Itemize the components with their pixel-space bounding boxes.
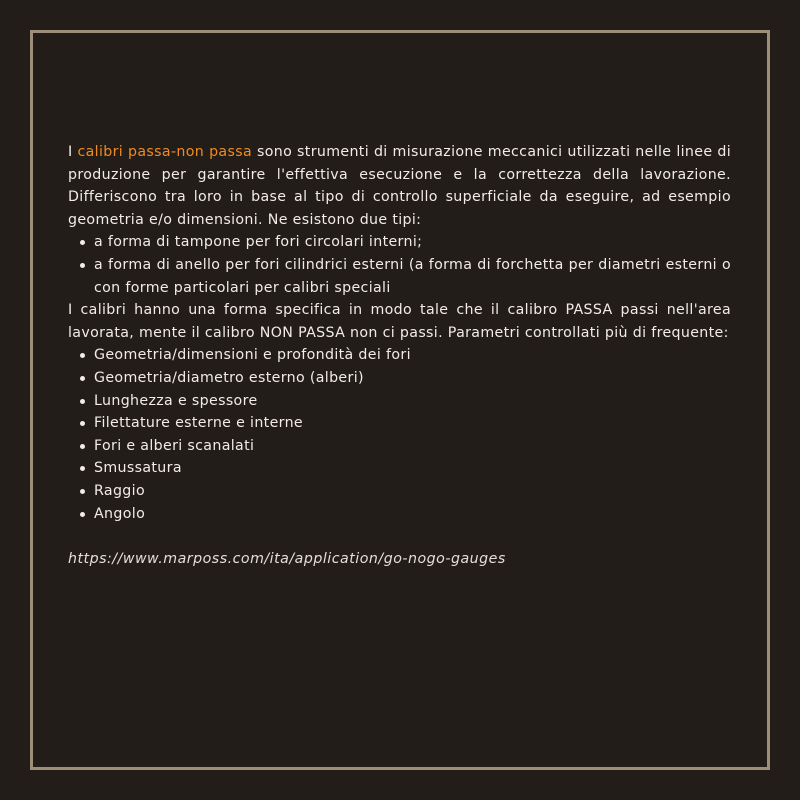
text-content (68, 141, 731, 570)
source-url: https://www.marposs.com/ita/application/go-nogo-gauges (68, 550, 506, 567)
list-item: Filettature esterne e interne (68, 412, 731, 435)
list-item: Raggio (68, 480, 731, 503)
list-item: a forma di tampone per fori circolari interni; (68, 231, 731, 254)
list-item: Lunghezza e spessore (68, 390, 731, 413)
list-item: a forma di anello per fori cilindrici esterni (a forma di forchetta per diametri esterni o con forme particolari per calibri speciali (68, 254, 731, 299)
highlighted-term: calibri passa-non passa (77, 144, 253, 160)
list-item: Smussatura (68, 457, 731, 480)
list-item: Fori e alberi scanalati (68, 435, 731, 458)
list-item: Angolo (68, 503, 731, 526)
list-item: Geometria/diametro esterno (alberi) (68, 367, 731, 390)
second-paragraph: I calibri hanno una forma specifica in modo tale che il calibro PASSA passi nell'area lavorata, mente il calibro NON PASSA non ci passi. Parametri controllati più di frequente: (68, 302, 731, 341)
intro-paragraph (68, 141, 731, 231)
parameters-list (68, 344, 731, 525)
gauge-types-list (68, 231, 731, 299)
list-item: Geometria/dimensioni e profondità dei fori (68, 344, 731, 367)
intro-text: sono strumenti di misurazione meccanici utilizzati nelle linee di produzione per garantire l'effettiva esecuzione e la correttezza della lavorazione. Differiscono tra loro in base al tipo di controllo superficiale da eseguire, ad esempio geometria e/o dimensioni. Ne esistono due tipi: (68, 144, 731, 228)
intro-prefix: I (68, 144, 78, 160)
